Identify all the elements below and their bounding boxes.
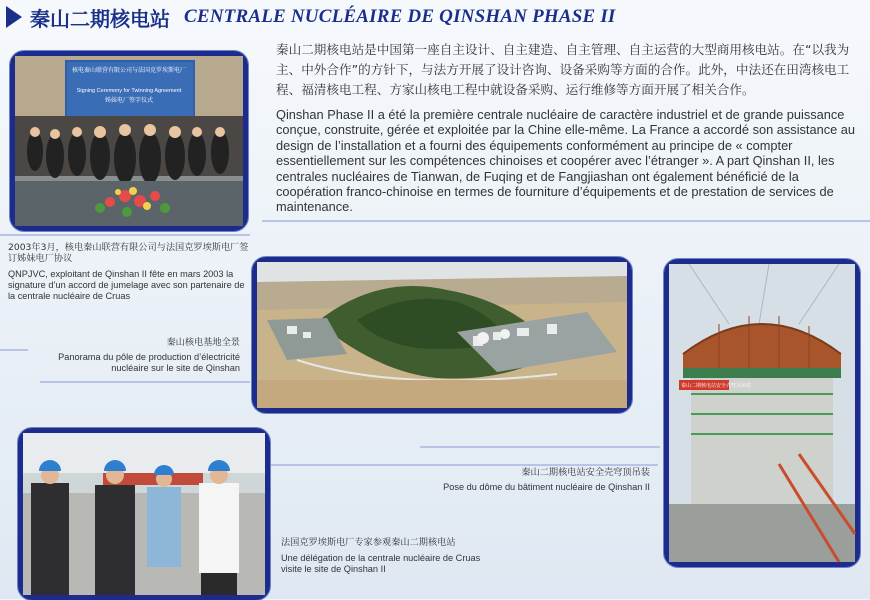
divider-line bbox=[262, 220, 870, 222]
caption-panorama-fr: Panorama du pôle de production d’électricité nucléaire sur le site de Qinshan bbox=[58, 352, 240, 373]
caption-delegation-zh: 法国克罗埃斯电厂专家参观秦山二期核电站 bbox=[281, 537, 456, 548]
banner-en: Signing Ceremony for Twinning Agreement bbox=[76, 88, 182, 94]
caption-panorama bbox=[40, 337, 240, 374]
divider-line bbox=[0, 234, 250, 236]
photo-dome-lift bbox=[664, 259, 860, 567]
arrow-icon bbox=[6, 6, 22, 28]
page-title-zh: 秦山二期核电站 bbox=[30, 6, 170, 31]
caption-signing-zh: 2003年3月，核电秦山联营有限公司与法国克罗埃斯电厂签订姊妹电厂协议 bbox=[8, 242, 249, 264]
divider-line bbox=[268, 464, 658, 466]
caption-dome-fr: Pose du dôme du bâtiment nucléaire de Qinshan II bbox=[443, 482, 650, 492]
intro-fr: Qinshan Phase II a été la première centrale nucléaire de caractère industriel et de grande puissance conçue, construite, gérée et exploitée par la Chine elle-même. La France a accordé son assistance au design de l’installation et a fourni des équipements conformément au principe de « compter essentiellement sur les compétences chinoises et coopérer avec l’étranger ». A part Qinshan II, les centrales nucléaires de Tianwan, de Fuqing et de Fangjiashan ont également bénéficié de la coopération franco-chinoise en termes de fourniture d’équipements et de prestation de services de maintenance. bbox=[276, 107, 856, 215]
caption-dome-zh: 秦山二期核电站安全壳穹顶吊装 bbox=[521, 467, 650, 478]
page-header bbox=[0, 0, 870, 34]
caption-delegation-fr: Une délégation de la centrale nucléaire de Cruas visite le site de Qinshan II bbox=[281, 553, 481, 574]
photo-signing-ceremony bbox=[10, 51, 248, 231]
banner-text bbox=[67, 66, 191, 105]
divider-line bbox=[420, 446, 660, 448]
caption-signing-fr: QNPJVC, exploitant de Qinshan II fête en mars 2003 la signature d’un accord de jumelage avec son partenaire de la centrale nucléaire de Cruas bbox=[8, 269, 245, 301]
dome-banner: 秦山二期核电站安全壳穹顶吊装 bbox=[681, 383, 752, 389]
caption-panorama-zh: 秦山核电基地全景 bbox=[166, 337, 240, 348]
caption-delegation bbox=[281, 537, 481, 575]
photo-cruas-delegation bbox=[18, 428, 270, 600]
page-title-fr: CENTRALE NUCLÉAIRE DE QINSHAN PHASE II bbox=[184, 6, 616, 27]
photo-qinshan-panorama bbox=[252, 257, 632, 413]
banner-zh2: 姊妹电厂签字仪式 bbox=[104, 97, 153, 104]
caption-signing bbox=[8, 242, 253, 302]
intro-zh: 秦山二期核电站是中国第一座自主设计、自主建造、自主管理、自主运营的大型商用核电站。在“以我为主、中外合作”的方针下，与法方开展了设计咨询、设备采购等方面的合作。此外，中法还在田湾核电工程、福清核电工程、方家山核电工程中就设备采购、运行维修等方面开展了相关合作。 bbox=[276, 42, 850, 97]
divider-line bbox=[40, 381, 250, 383]
banner-zh: 核电秦山联营有限公司与法国克罗埃斯电厂 bbox=[71, 67, 186, 74]
divider-line bbox=[0, 349, 28, 351]
caption-dome bbox=[430, 467, 650, 493]
